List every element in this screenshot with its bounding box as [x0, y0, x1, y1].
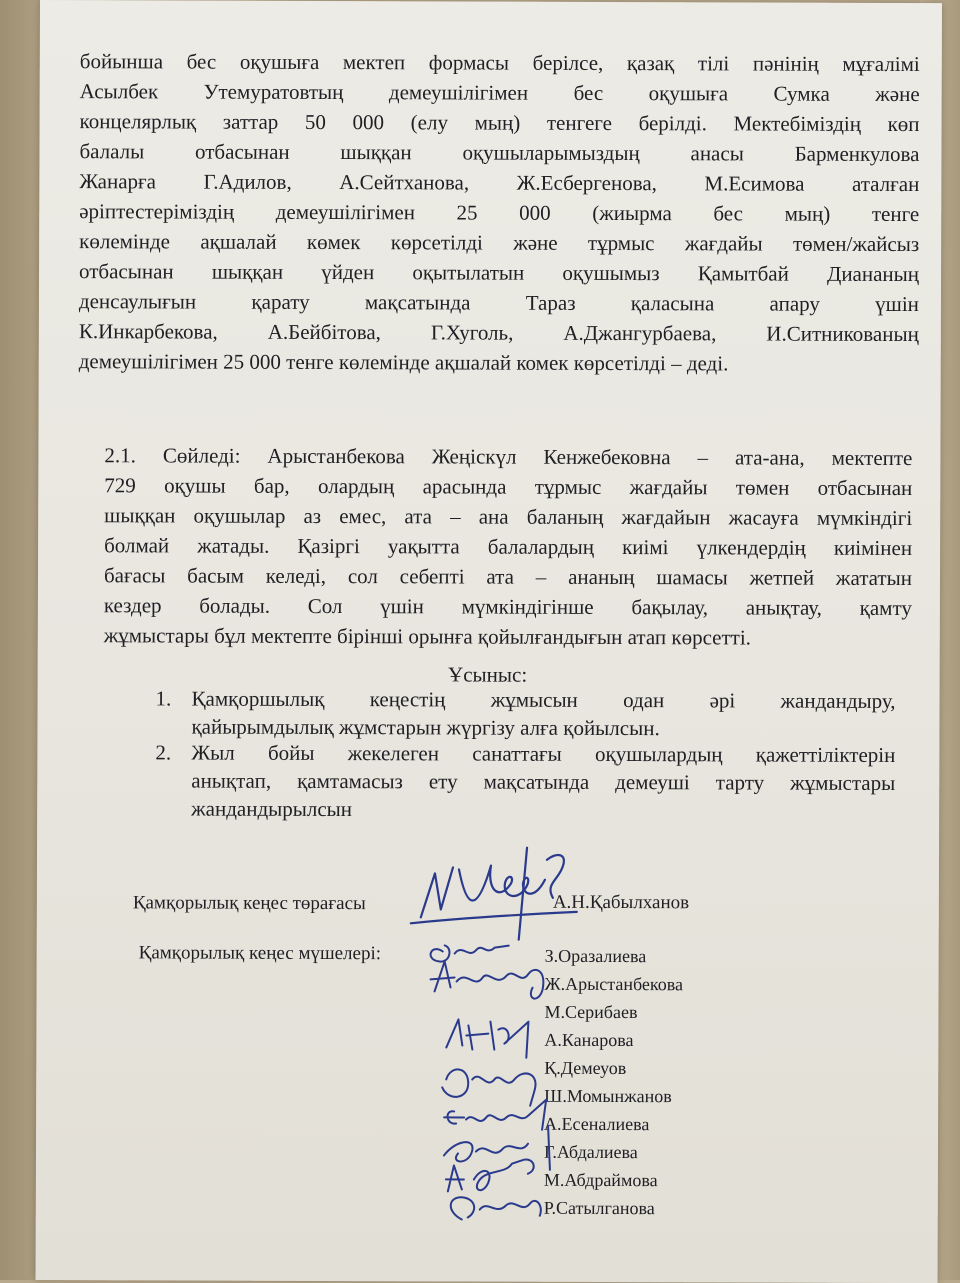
member-name: Қ.Демеуов [544, 1057, 627, 1079]
recommendation-line: анықтап, қамтамасыз ету мақсатында демеуші тарту жұмыстары [191, 768, 896, 795]
member-name: А.Канарова [544, 1029, 634, 1051]
paragraph-line: әріптестеріміздің демеушілігімен 25 000 (жиырма бес мың) тенге [79, 199, 920, 227]
recommendation-number: 2. [155, 740, 172, 765]
member-name: Г.Абдалиева [543, 1141, 638, 1163]
member-name: Ш.Момынжанов [544, 1085, 672, 1107]
paragraph-line: болмай жатады. Қазіргі уақытта балалардың киімі үлкендердің киімінен [104, 533, 913, 561]
member-name: З.Оразалиева [544, 945, 647, 967]
paragraph-2 [104, 440, 913, 653]
paragraph-line: кездер болады. Сол үшін мүмкіндігінше бақылау, анықтау, қамту [103, 593, 912, 621]
paragraph-line: бағасы басым келеді, сол себепті ата – ананың шамасы жетпей жататын [103, 563, 913, 591]
paragraph-line: 729 оқушы бар, олардың арасында тұрмыс жағдайы төмен отбасынан [104, 473, 913, 501]
recommendation-item [155, 738, 895, 825]
recommendation-line: қайырымдылық жұмстарын жүргізу алға қойылсын. [191, 714, 660, 741]
chair-label: Қамқорылық кеңес төрағасы [132, 892, 366, 915]
paragraph-line: концелярлық заттар 50 000 (елу мың) тенгеге берілді. Мектебіміздің көп [79, 109, 920, 137]
paragraph-line: Асылбек Утемуратовтың демеушілігімен бес оқушыға Сумка және [79, 79, 920, 107]
paragraph-line: 2.1. Сөйледі: Арыстанбекова Жеңіскүл Кенжебековна – ата-ана, мектепте [104, 443, 913, 471]
paragraph-line: балалы отбасынан шыққан оқушыларымыздың анасы Барменкулова [79, 139, 920, 167]
paragraph-line: денсаулығын қарату мақсатында Тараз қаласына апару үшін [78, 289, 919, 317]
member-name: А.Есеналиева [544, 1113, 650, 1135]
member-name: Р.Сатылганова [543, 1197, 655, 1219]
member-name: Ж.Арыстанбекова [544, 973, 684, 995]
recommendation-line: Жыл бойы жекелеген санаттағы оқушылардың қажеттіліктерін [191, 740, 896, 767]
document-page [36, 0, 942, 1283]
paragraph-1 [79, 46, 920, 379]
member-signatures [416, 929, 567, 1230]
paragraph-line: бойынша бес оқушыға мектеп формасы берілсе, қазақ тілі пәнінің мұғалімі [79, 49, 920, 77]
paragraph-line: жұмыстары бұл мектепте бірінші орынға қойылғандығын атап көрсетті. [103, 623, 751, 650]
paragraph-line: демеушілігімен 25 000 тенге көлемінде ақшалай комек көрсетілді – деді. [78, 349, 729, 376]
member-name: М.Абдраймова [543, 1169, 658, 1191]
paragraph-line: К.Инкарбекова, А.Бейбітова, Г.Хуголь, А.Джангурбаева, И.Ситникованың [78, 319, 919, 347]
paragraph-line: шыққан оқушылар аз емес, ата – ана баланың жағдайын жасауға мүмкіндігі [104, 503, 913, 531]
paragraph-line: отбасынан шыққан үйден оқытылатын оқушымыз Қамытбай Диананың [79, 259, 920, 287]
recommendation-line: жандандырылсын [191, 796, 353, 822]
member-name: М.Серибаев [544, 1001, 638, 1023]
paragraph-line: Жанарға Г.Адилов, А.Сейтханова, Ж.Есбергенова, М.Есимова аталған [79, 169, 920, 197]
chair-name: А.Н.Қабылханов [552, 891, 690, 914]
paragraph-line: көлемінде ақшалай көмек көрсетілді және тұрмыс жағдайы төмен/жайсыз [79, 229, 920, 257]
recommendation-item [155, 684, 895, 743]
members-label: Қамқорылық кеңес мүшелері: [138, 942, 382, 965]
recommendation-line: Қамқоршылық кеңестің жұмысын одан әрі жандандыру, [191, 686, 896, 713]
recommendations-heading: Ұсыныс: [448, 662, 528, 687]
recommendation-number: 1. [155, 686, 172, 711]
